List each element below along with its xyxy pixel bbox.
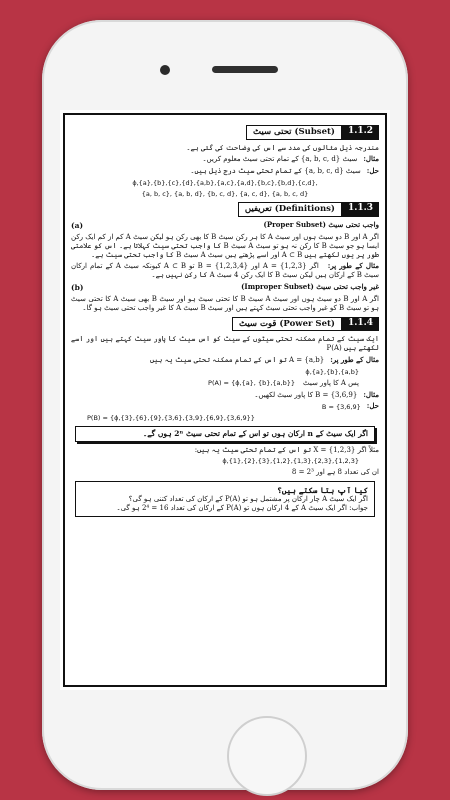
section-title: قوت سیٹ (Power Set) bbox=[232, 317, 342, 332]
subheading-proper-subset bbox=[71, 221, 379, 230]
power-set-caption: پس A کا پاور سیٹ bbox=[302, 378, 359, 387]
improper-subset-definition: اگر A اور B دو سیٹ ہوں اور سیٹ A سیٹ B کا تحتی سیٹ ہو اور سیٹ B بھی سیٹ A کا تحتی سیٹ ہو تو سیٹ B کو غیر واجب تحتی سیٹ کہتے ہیں اور سیٹ B سیٹ A کا غیر واجب تحتی سیٹ ہو گا۔ bbox=[71, 295, 379, 312]
subset-list-row bbox=[71, 179, 379, 187]
solution-2-row bbox=[71, 402, 379, 411]
example-label: مثال: bbox=[363, 389, 379, 399]
question-box bbox=[75, 481, 375, 517]
pb-row bbox=[87, 414, 379, 422]
intro-text: مندرجہ ذیل مثالوں کی مدد سے اس کی وضاحت کی گئی ہے۔ bbox=[186, 143, 379, 152]
example-text: اگر A = {1,2,3} اور B = {1,2,3,4} تو A ⊂ B کیونکہ سیٹ A کے تمام ارکان سیٹ B کے ارکان ہیں لیکن سیٹ B کا ایک رکن 4 سیٹ A کا رکن نہیں ہے۔ bbox=[71, 262, 379, 280]
example-label: مثال کے طور پر: bbox=[330, 354, 379, 364]
example-text: سیٹ {a, b, c, d} کے تمام تحتی سیٹ معلوم کریں۔ bbox=[202, 155, 358, 164]
section-heading-definitions bbox=[71, 202, 379, 217]
front-camera bbox=[160, 65, 170, 75]
screen[interactable] bbox=[60, 110, 390, 690]
power-set-intro: ایک سیٹ کے تمام ممکنہ تحتی سیٹوں کے سیٹ کو اس سیٹ کا پاور سیٹ کہتے ہیں اور اسے لکھتے ہیں P(A) bbox=[71, 335, 379, 353]
answer-text: جواب: اگر ایک سیٹ A کے 4 ارکان ہوں تو P(A) کے ارکان کی تعداد 16 = 2⁴ ہو گی۔ bbox=[116, 503, 368, 512]
example-text: A = {a,b} تو اس کے تمام ممکنہ تحتی سیٹ یہ ہیں bbox=[150, 355, 325, 364]
textbook-page bbox=[63, 113, 387, 687]
section-number: 1.1.3 bbox=[342, 202, 379, 217]
subset-list-line-2: {a, b, c}, {a, b, d}, {b, c, d}, {a, c, d}, {a, b, c, d} bbox=[141, 190, 309, 198]
home-button[interactable] bbox=[227, 716, 307, 796]
note-subset-list: ϕ,{1},{2},{3},{1,2},{1,3},{2,3},{1,2,3} bbox=[222, 457, 359, 466]
subheading-title: غیر واجب تحتی سیٹ (Improper Subset) bbox=[241, 282, 379, 292]
proper-subset-example bbox=[71, 262, 379, 280]
example-row bbox=[71, 356, 379, 365]
solution-text: B = {3,6,9} bbox=[321, 402, 361, 411]
note-box: اگر ایک سیٹ کے n ارکان ہوں تو اس کے تمام تحتی سیٹ 2ⁿ ہوں گے۔ bbox=[75, 426, 375, 441]
section-title: تعریفیں (Definitions) bbox=[238, 202, 342, 217]
subheading-tag: (b) bbox=[71, 282, 84, 292]
solution-text: سیٹ {a, b, c, d} کے تمام تحتی سیٹ درج ذیل ہیں۔ bbox=[190, 167, 361, 176]
section-heading-power-set bbox=[71, 317, 379, 332]
section-number: 1.1.2 bbox=[342, 125, 379, 140]
subheading-tag: (a) bbox=[71, 220, 83, 230]
section-title: تحتی سیٹ (Subset) bbox=[246, 125, 342, 140]
example-2-row bbox=[71, 391, 379, 400]
subset-list-row bbox=[71, 190, 379, 198]
question-text: اگر ایک سیٹ A چار ارکان پر مشتمل ہو تو P(A) کے ارکان کی تعداد کتنی ہو گی؟ bbox=[128, 495, 368, 504]
section-heading-subset bbox=[71, 125, 379, 140]
solution-label: حل: bbox=[366, 401, 379, 411]
subsets-row bbox=[71, 368, 359, 376]
earpiece-speaker bbox=[212, 66, 278, 73]
example-subsets: ϕ,{a},{b},{a,b} bbox=[305, 367, 359, 376]
question-title: کیا آپ بتا سکتے ہیں؟ bbox=[277, 485, 368, 496]
example-label: مثال کے طور پر: bbox=[327, 261, 379, 271]
subheading-title: واجب تحتی سیٹ (Proper Subset) bbox=[263, 220, 379, 230]
subset-list-line-1: ϕ,{a},{b},{c},{d},{a,b},{a,c},{a,d},{b,c},{b,d},{c,d}, bbox=[132, 178, 318, 187]
power-set-value: P(A) = {ϕ,{a}, {b},{a,b}} bbox=[208, 379, 295, 388]
example-label: مثال: bbox=[363, 154, 379, 164]
note-example: مثلاً اگر X = {1,2,3} تو اس کے تمام تحتی سیٹ یہ ہیں: bbox=[194, 445, 379, 454]
note-list-row bbox=[71, 457, 359, 465]
section-number: 1.1.4 bbox=[342, 317, 379, 332]
power-set-row bbox=[71, 379, 359, 388]
solution-row bbox=[71, 167, 379, 176]
subheading-improper-subset bbox=[71, 283, 379, 292]
power-set-b: P(B) = {ϕ,{3},{6},{9},{3,6},{3,9},{6,9},{3,6,9}} bbox=[87, 414, 255, 422]
example-text: B = {3,6,9} کا پاور سیٹ لکھیں۔ bbox=[254, 390, 358, 399]
proper-subset-definition: اگر A اور B دو سیٹ ہوں اور سیٹ A کا ہر رکن سیٹ B کا بھی رکن ہو لیکن سیٹ A کم از کم ایک رکن ایسا ہو جو سیٹ B کا رکن نہ ہو تو سیٹ A سیٹ B کا واجب تحتی سیٹ کہلاتا ہے۔ اس کو علامتی طور پر یوں لکھتے ہیں A ⊂ B اور اسے پڑھتے ہیں سیٹ A سیٹ B کا واجب تحتی سیٹ ہے۔ bbox=[71, 233, 380, 259]
example-row bbox=[71, 155, 379, 164]
solution-label: حل: bbox=[366, 166, 379, 176]
note-count: ان کی تعداد 8 ہے اور 2³ = 8 bbox=[291, 468, 379, 477]
